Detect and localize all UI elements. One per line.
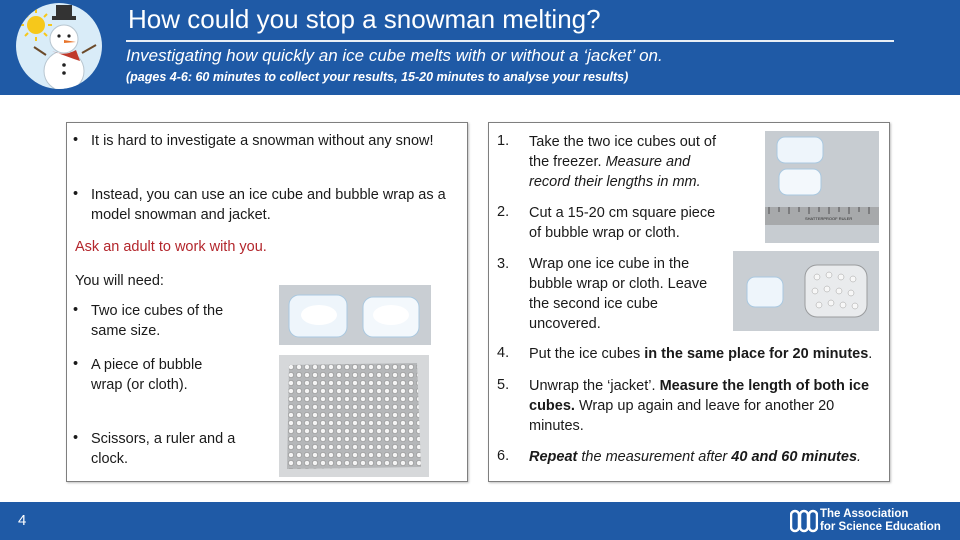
footer-bar <box>0 502 960 540</box>
ruler-label: SHATTERPROOF RULER <box>805 216 853 221</box>
snowman-logo-icon <box>16 3 102 89</box>
step-text: Put the ice cubes in the same place for 20 minutes. <box>529 346 873 362</box>
adult-warning: Ask an adult to work with you. <box>75 239 267 255</box>
ase-mark-icon <box>790 508 818 534</box>
header-banner <box>0 0 960 95</box>
step-number: 5. <box>497 377 510 393</box>
step-number: 6. <box>497 448 510 464</box>
method-steps-panel <box>488 122 890 482</box>
ice-cubes-photo <box>279 285 431 345</box>
step-text: Wrap one ice cube in the bubble wrap or cloth. Leave the second ice cube uncovered. <box>529 256 708 332</box>
bullet-marker: • <box>73 430 79 446</box>
ase-name: The Association for Science Education <box>820 508 941 533</box>
step-number: 4. <box>497 345 510 361</box>
material-item: Scissors, a ruler and a clock. <box>91 431 236 467</box>
step-number: 3. <box>497 256 510 272</box>
pages-timing-note: (pages 4-6: 60 minutes to collect your results, 15-20 minutes to analyse your results) <box>126 70 629 84</box>
step-text: Take the two ice cubes out of the freezer. Measure and record their lengths in mm. <box>529 134 716 190</box>
bullet-marker: • <box>73 302 79 318</box>
material-item: Two ice cubes of the same size. <box>91 303 224 339</box>
ice-cubes-ruler-photo <box>765 131 879 243</box>
title-divider <box>126 40 894 42</box>
wrapped-cube-photo <box>733 251 879 331</box>
bullet-marker: • <box>73 132 79 148</box>
bullet-marker: • <box>73 186 79 202</box>
material-item: A piece of bubble wrap (or cloth). <box>91 357 203 393</box>
step-text: Unwrap the ‘jacket’. Measure the length of both ice cubes. Wrap up again and leave for another 20 minutes. <box>529 378 870 434</box>
intro-item: It is hard to investigate a snowman without any snow! <box>91 133 434 149</box>
page-title: How could you stop a snowman melting? <box>128 4 601 34</box>
introduction-panel <box>66 122 468 482</box>
page-subtitle: Investigating how quickly an ice cube melts with or without a ‘jacket’ on. <box>126 46 663 65</box>
ase-logo <box>790 507 952 535</box>
step-number: 1. <box>497 133 510 149</box>
bullet-marker: • <box>73 356 79 372</box>
step-text: Cut a 15-20 cm square piece of bubble wrap or cloth. <box>529 205 716 241</box>
step-text: Repeat the measurement after 40 and 60 minutes. <box>529 449 862 465</box>
materials-heading: You will need: <box>75 273 164 289</box>
bubble-wrap-photo <box>279 355 429 477</box>
intro-item: Instead, you can use an ice cube and bubble wrap as a model snowman and jacket. <box>91 187 446 223</box>
page-number: 4 <box>18 512 27 529</box>
step-number: 2. <box>497 204 510 220</box>
